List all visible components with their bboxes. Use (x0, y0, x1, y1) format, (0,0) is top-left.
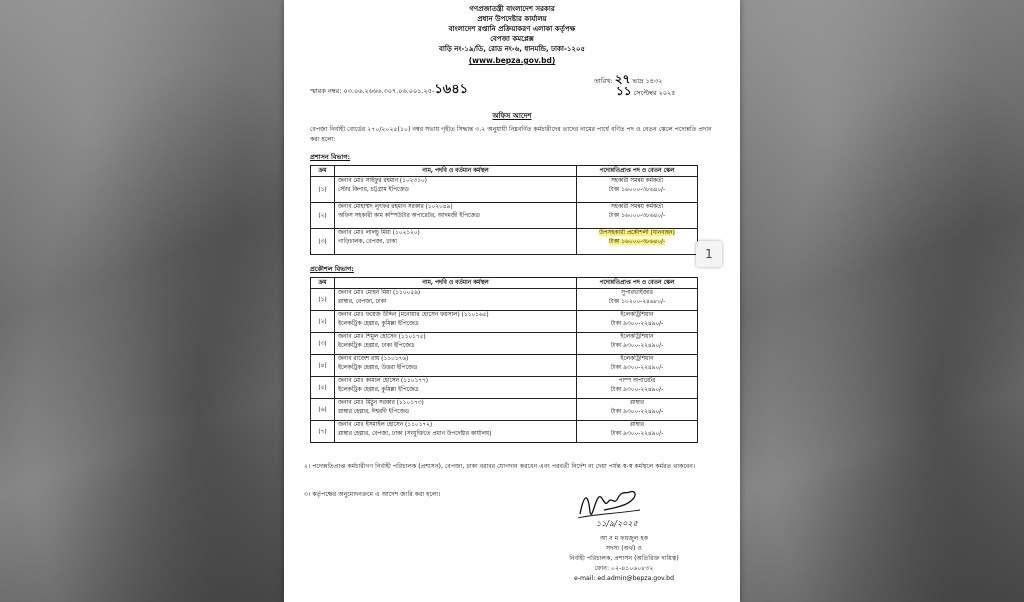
textured-background-right (740, 0, 1024, 602)
table-row (311, 333, 698, 355)
textured-background-left (0, 0, 284, 602)
promoted-post: ইলেকট্রিশিয়ান (620, 356, 654, 362)
intro-paragraph: বেপজা নির্বাহী বোর্ডের ২৭০/২০২৫(১০) নম্বর সভায় গৃহীত সিদ্ধান্ত ৩.২ অনুযায়ী নিম্নবর্ণিত কর্মচারীদের তাদের নামের পার্শ্বে বর্ণিত পদ ও বেতন স্কেলে পদোন্নতি প্রদান করা হলো: (310, 126, 712, 143)
promoted-post: ইলেকট্রিশিয়ান (620, 312, 654, 318)
promotion-cell (577, 421, 698, 443)
serial-cell (311, 399, 335, 421)
employee-name: জনাব মোঃ ফয়েজ উদ্দিন (মনোয়ার হোসেন ফয়সাল) (১১০১৬৫) (338, 312, 489, 318)
header-name-post: নাম, পদবি ও বর্তমান কর্মস্থল (335, 278, 577, 289)
reference-handwritten-number: ১৬৪১ (434, 82, 469, 97)
table-row (311, 311, 698, 333)
table-row (311, 289, 698, 311)
engineering-section-title: প্রকৌশল বিভাগ: (310, 265, 354, 273)
signer-name: আ ন ম ফয়জুল হক (599, 535, 649, 542)
serial-cell (311, 311, 335, 333)
date-bangla-day: ২৭ (614, 72, 631, 86)
serial-cell (311, 355, 335, 377)
pay-scale: টাকা ১৬০০০-৩৮৬৪০/- (608, 239, 666, 245)
table-row (311, 177, 698, 203)
pay-scale: টাকা ৯৩০০-২২৪৯০/- (610, 343, 664, 349)
serial-number: (৬) (318, 406, 327, 413)
promotion-cell (577, 229, 698, 255)
serial-cell (311, 421, 335, 443)
name-cell (335, 203, 577, 229)
table-row (311, 377, 698, 399)
signature-image (574, 484, 644, 528)
serial-number: (৪) (318, 362, 327, 369)
serial-cell (311, 333, 335, 355)
serial-number: (১) (318, 186, 327, 193)
serial-cell (311, 289, 335, 311)
employee-name: জনাব মোঃ সাইফুর রহমান (১০২৩১০) (338, 178, 427, 184)
promotion-cell (577, 311, 698, 333)
serial-number: (৩) (318, 238, 327, 245)
pay-scale: টাকা ১০২০০-২৪৬৮০/- (608, 299, 666, 305)
name-cell (335, 421, 577, 443)
employee-workplace: প্লাম্বার হেল্পার, বেপজা, ঢাকা (সংযুক্তিতে প্রধান উপদেষ্টার কার্যালয়) (338, 431, 492, 437)
promoted-post: সুপারভাইজার (621, 290, 653, 296)
employee-workplace: ইলেকট্রিক হেল্পার, কুমিল্লা ইপিজেড (338, 387, 419, 393)
note-2: ২। পদোন্নতিপ্রাপ্ত কর্মচারীগণ নির্বাহী পরিচালক (প্রশাসন), বেপজা, ঢাকা বরাবর যোগদান করবেন এবং পরবর্তী নির্দেশ না দেয়া পর্যন্ত স্ব-স্ব কর্মস্থলে কর্মরত থাকবেন। (304, 463, 696, 470)
employee-name: জনাব মোহাম্মদ লুৎফর রহমান সরকার (১০২০৪৯) (338, 204, 453, 210)
serial-number: (৫) (318, 384, 327, 391)
order-title: অফিস আদেশ (492, 112, 532, 120)
employee-workplace: ইলেকট্রিক হেল্পার, কুমিল্লা ইপিজেড (338, 321, 419, 327)
name-cell (335, 377, 577, 399)
pay-scale: টাকা ১৬০০০-৩৮৬৪০/- (608, 187, 666, 193)
name-cell (335, 229, 577, 255)
table-row (311, 399, 698, 421)
serial-number: (২) (318, 212, 327, 219)
signer-title: সদস্য (অর্থ) ও (606, 545, 642, 552)
table-row (311, 203, 698, 229)
employee-name: জনাব মোঃ শিমুল হোসেন (১১০১৭৫) (338, 334, 426, 340)
pay-scale: টাকা ৯৩০০-২২৪৯০/- (610, 365, 664, 371)
signature-date: ১১/৯/২০২৫ (596, 519, 638, 528)
promoted-post: প্লাম্বার (630, 400, 644, 406)
table-header-row (311, 278, 698, 289)
signer-email: e-mail: ed.admin@bepza.gov.bd (573, 575, 674, 582)
header-promoted-post: পদোন্নতিপ্রাপ্ত পদ ও বেতন স্কেল (577, 278, 698, 289)
name-cell (335, 333, 577, 355)
employee-name: জনাব মোঃ ইসমাইল হোসেন (১১০১৭২) (338, 422, 433, 428)
promotion-cell (577, 399, 698, 421)
date-bangla-month: ভাদ্র ১৪৩২ (632, 77, 663, 85)
header-name-post: নাম, পদবি ও বর্তমান কর্মস্থল (335, 166, 577, 177)
header-address: বাড়ি নং-১৯/ডি, রোড নং-৬, ধানমন্ডি, ঢাকা-১২০৫ (438, 45, 586, 53)
pay-scale: টাকা ৯৩০০-২২৪৯০/- (610, 431, 664, 437)
serial-cell (311, 203, 335, 229)
promoted-post: সহকারী সমন্বয় কর্মকর্তা (610, 178, 664, 184)
admin-promotion-table (310, 165, 698, 255)
reference-label: স্মারক নম্বর: ০৩.০৬.২৬৬৬.৩০৭.০৬.০০১.২৫- (310, 87, 435, 95)
serial-number: (৭) (318, 428, 327, 435)
office-order-document (284, 0, 740, 602)
serial-cell (311, 229, 335, 255)
reference-number (310, 80, 468, 101)
serial-number: (২) (318, 318, 327, 325)
employee-workplace: স্টোর কিপার, চট্টগ্রাম ইপিজেড (338, 187, 409, 193)
pay-scale: টাকা ১৬০০০-৩৮৬৪০/- (608, 213, 666, 219)
table-row (311, 421, 698, 443)
header-serial: ক্রম (311, 166, 335, 177)
promotion-cell (577, 177, 698, 203)
table-row (311, 355, 698, 377)
employee-workplace: গাড়িচালক, বেপজা, ঢাকা (338, 239, 397, 245)
employee-name: জনাব মোঃ মোহন মিয়া (১১০০৫৯) (338, 290, 421, 296)
pay-scale: টাকা ৯৩০০-২২৪৯০/- (610, 321, 664, 327)
date-english-day: ১১ (616, 84, 632, 98)
pay-scale: টাকা ৯৩০০-২২৪৯০/- (610, 387, 664, 393)
promoted-post: পাম্প অপারেটর (618, 378, 656, 384)
header-line-3: বাংলাদেশ রপ্তানি প্রক্রিয়াকরণ এলাকা কর্তৃপক্ষ (448, 25, 576, 33)
employee-workplace: প্লাম্বার, বেপজা, ঢাকা (338, 299, 387, 305)
date-label: তারিখ: (594, 77, 613, 85)
employee-workplace: প্লাম্বার হেল্পার, ঈশ্বরদী ইপিজেড (338, 409, 410, 415)
promotion-cell (577, 289, 698, 311)
promotion-cell (577, 333, 698, 355)
promotion-cell (577, 203, 698, 229)
serial-number: (৩) (318, 340, 327, 347)
header-promoted-post: পদোন্নতিপ্রাপ্ত পদ ও বেতন স্কেল (577, 166, 698, 177)
employee-workplace: ইলেকট্রিক হেল্পার, উত্তরা ইপিজেড (338, 365, 418, 371)
promoted-post: উপসহকারী প্রকৌশলী (যানবাহন) (599, 230, 675, 236)
name-cell (335, 399, 577, 421)
employee-workplace: ইলেকট্রিক হেল্পার, ঢাকা ইপিজেড (338, 343, 415, 349)
note-3: ৩। কর্তৃপক্ষের অনুমোদনক্রমে এ আদেশ জারি করা হলো। (304, 491, 441, 498)
name-cell (335, 289, 577, 311)
name-cell (335, 355, 577, 377)
signer-phone: ফোন: ০২-৪১০৬০৮৩২ (594, 565, 654, 572)
promotion-cell (577, 377, 698, 399)
page-number-badge[interactable]: 1 (696, 241, 722, 267)
date-english-month: সেপ্টেম্বর ২০২৫ (633, 89, 676, 97)
employee-name: জনাব রাজেশ রায় (১১০১৭৬) (338, 356, 409, 362)
header-serial: ক্রম (311, 278, 335, 289)
promoted-post: ইলেকট্রিশিয়ান (620, 334, 654, 340)
table-row (311, 229, 698, 255)
employee-workplace: অফিস সহকারী কাম কম্পিউটার অপারেটর, আদমজী ইপিজেড (338, 213, 480, 219)
promoted-post: সহকারী সমন্বয় কর্মকর্তা (610, 204, 664, 210)
header-line-1: গণপ্রজাতন্ত্রী বাংলাদেশ সরকার (469, 5, 555, 13)
name-cell (335, 311, 577, 333)
table-header-row (311, 166, 698, 177)
promotion-cell (577, 355, 698, 377)
employee-name: জনাব মোঃ কামাল হোসেন (১১০১৭৭) (338, 378, 429, 384)
serial-cell (311, 177, 335, 203)
serial-number: (১) (318, 296, 327, 303)
signer-title-2: নির্বাহী পরিচালক, প্রশাসন (অতিরিক্ত দায়িত্ব) (569, 555, 679, 562)
admin-section-title: প্রশাসন বিভাগ: (310, 153, 351, 161)
header-line-4: বেপজা কমপ্লেক্স (490, 35, 534, 43)
header-line-2: প্রধান উপদেষ্টার কার্যালয় (477, 15, 547, 23)
serial-cell (311, 377, 335, 399)
date-block (594, 74, 676, 98)
promoted-post: প্লাম্বার (630, 422, 644, 428)
name-cell (335, 177, 577, 203)
pay-scale: টাকা ৯৩০০-২২৪৯০/- (610, 409, 664, 415)
engineering-promotion-table (310, 277, 698, 443)
header-website: (www.bepza.gov.bd) (468, 56, 556, 65)
employee-name: জনাব মোঃ মিঠুন সরকার (১১০১৭৩) (338, 400, 424, 406)
employee-name: জনাব মোঃ লালচু মিয়া (১০২১২০) (338, 230, 420, 236)
